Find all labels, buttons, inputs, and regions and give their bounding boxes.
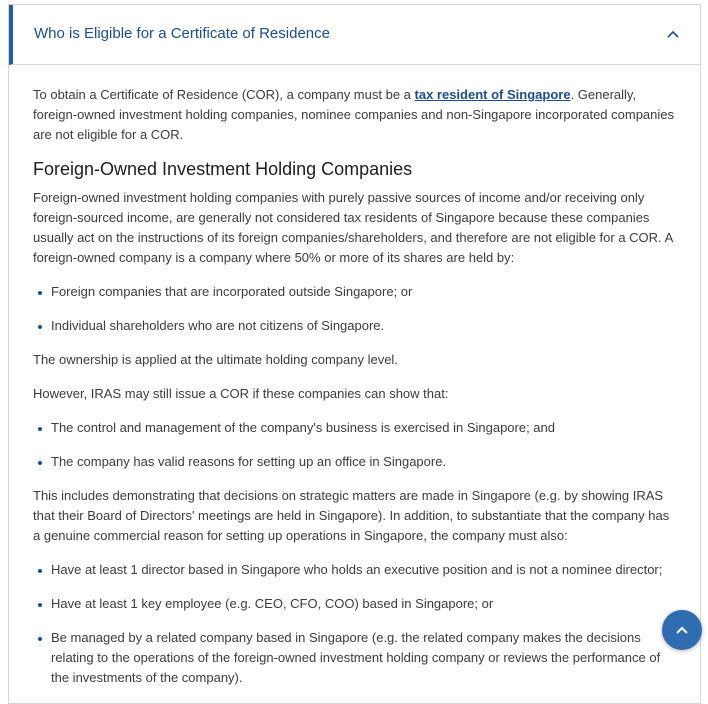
list-item: Have at least 1 key employee (e.g. CEO, CFO, COO) based in Singapore; or <box>33 594 680 614</box>
tax-resident-link[interactable]: tax resident of Singapore <box>414 87 571 102</box>
accordion <box>8 4 701 704</box>
paragraph: Foreign-owned investment holding companies with purely passive sources of income and/or receiving only foreign-sourced income, are generally not considered tax residents of Singapore because these companies usually act on the instructions of its foreign companies/shareholders, and therefore are not eligible for a COR. A foreign-owned company is a company where 50% or more of its shares are held by: <box>33 190 673 265</box>
intro-text: To obtain a Certificate of Residence (COR), a company must be a <box>33 87 415 102</box>
list-item: Be managed by a related company based in Singapore (e.g. the related company makes the decisions relating to the operations of the foreign-owned investment holding company or reviews the performance of the investments of the company). <box>33 628 680 688</box>
paragraph: This includes demonstrating that decisions on strategic matters are made in Singapore (e.g. by showing IRAS that their Board of Directors' meetings are held in Singapore). In addition, to substantiate that the company has a genuine commercial reason for setting up operations in Singapore, the company must also: <box>33 488 670 543</box>
accordion-title[interactable]: Who is Eligible for a Certificate of Residence <box>34 25 330 42</box>
bullet-list <box>33 282 680 336</box>
chevron-up-icon <box>674 622 690 638</box>
scroll-to-top-button[interactable] <box>662 610 702 650</box>
chevron-up-icon[interactable] <box>666 27 680 41</box>
list-item: The control and management of the company's business is exercised in Singapore; and <box>33 418 680 438</box>
accordion-header[interactable] <box>9 5 700 65</box>
list-item: The company has valid reasons for setting up an office in Singapore. <box>33 452 680 472</box>
paragraph: However, IRAS may still issue a COR if these companies can show that: <box>33 386 449 401</box>
list-item: Have at least 1 director based in Singapore who holds an executive position and is not a nominee director; <box>33 560 680 580</box>
bullet-list <box>33 418 680 472</box>
list-item: Individual shareholders who are not citizens of Singapore. <box>33 316 680 336</box>
paragraph: The ownership is applied at the ultimate holding company level. <box>33 352 398 367</box>
list-item: Foreign companies that are incorporated outside Singapore; or <box>33 282 680 302</box>
intro-text-end: . Generally, foreign-owned investment holding companies, nominee companies and non-Singapore incorporated companies are not eligible for a COR. <box>33 87 675 142</box>
accordion-body <box>9 65 700 688</box>
intro-paragraph <box>33 85 680 145</box>
bullet-list <box>33 560 680 688</box>
section-heading: Foreign-Owned Investment Holding Companies <box>33 159 413 179</box>
